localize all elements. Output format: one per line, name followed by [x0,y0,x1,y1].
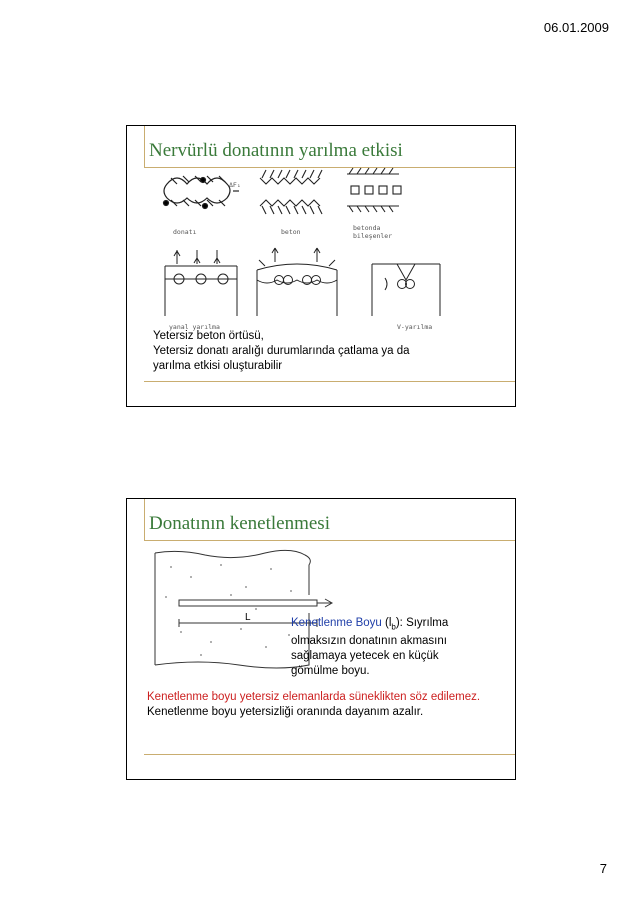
cover-splitting-illustration [257,248,337,316]
caption-yanal: yanal yarılma [169,323,220,331]
text-line: yarılma etkisi oluşturabilir [153,360,283,372]
title-rule-vertical [144,499,145,541]
caption-bilesenler: bileşenler [353,232,393,240]
components-illustration [347,168,401,212]
force-label: ΔF₁ [229,181,241,189]
caption-beton: beton [281,228,301,236]
lateral-splitting-illustration [165,250,237,316]
caption-betonda: betonda [353,224,381,232]
slide-splitting-effect [126,125,516,407]
concrete-speckles [165,564,292,656]
header-date: 06.01.2009 [543,20,609,35]
slide-title: Nervürlü donatının yarılma etkisi [149,140,403,161]
title-rule-horizontal [144,540,515,541]
definition-text: Kenetlenme Boyu $(l_b)$: Sıyrılma olmaksızın donatının akmasını sağlamaya yetecek en küçük gömülme boyu. [291,617,449,678]
note-text [147,690,492,720]
text-line: Yetersiz beton örtüsü, [153,330,264,342]
v-splitting-illustration [372,264,440,316]
rebar [179,600,317,606]
slide-anchorage [126,498,516,780]
ribbed-bar-illustration [164,176,240,209]
pull-arrow [317,599,332,607]
caption-donati: donatı [173,228,197,236]
bottom-rule [144,381,515,382]
slide-title: Donatının kenetlenmesi [149,513,330,534]
splitting-figure [157,166,457,336]
concrete-hatch-illustration [260,170,322,214]
page-number: 7 [599,861,607,876]
note-rest: Kenetlenme boyu yetersizliği oranında dayanım azalır. [147,706,424,718]
definition-line: sağlamaya yetecek en küçük [291,650,439,663]
length-label: L [245,612,251,623]
note-warning: Kenetlenme boyu yetersiz elemanlarda süneklikten söz edilemez. [147,691,481,703]
term-highlight: Kenetlenme Boyu [291,617,382,629]
bottom-rule [144,754,515,755]
title-rule-vertical [144,126,145,168]
concrete-block [155,550,310,668]
slide1-text [153,329,410,374]
text-line: Yetersiz donatı aralığı durumlarında çatlama ya da [153,345,410,357]
definition-line: gömülme boyu. [291,665,370,678]
caption-v: V-yarılma [397,323,433,331]
definition-line: olmaksızın donatının akmasını [291,635,447,648]
